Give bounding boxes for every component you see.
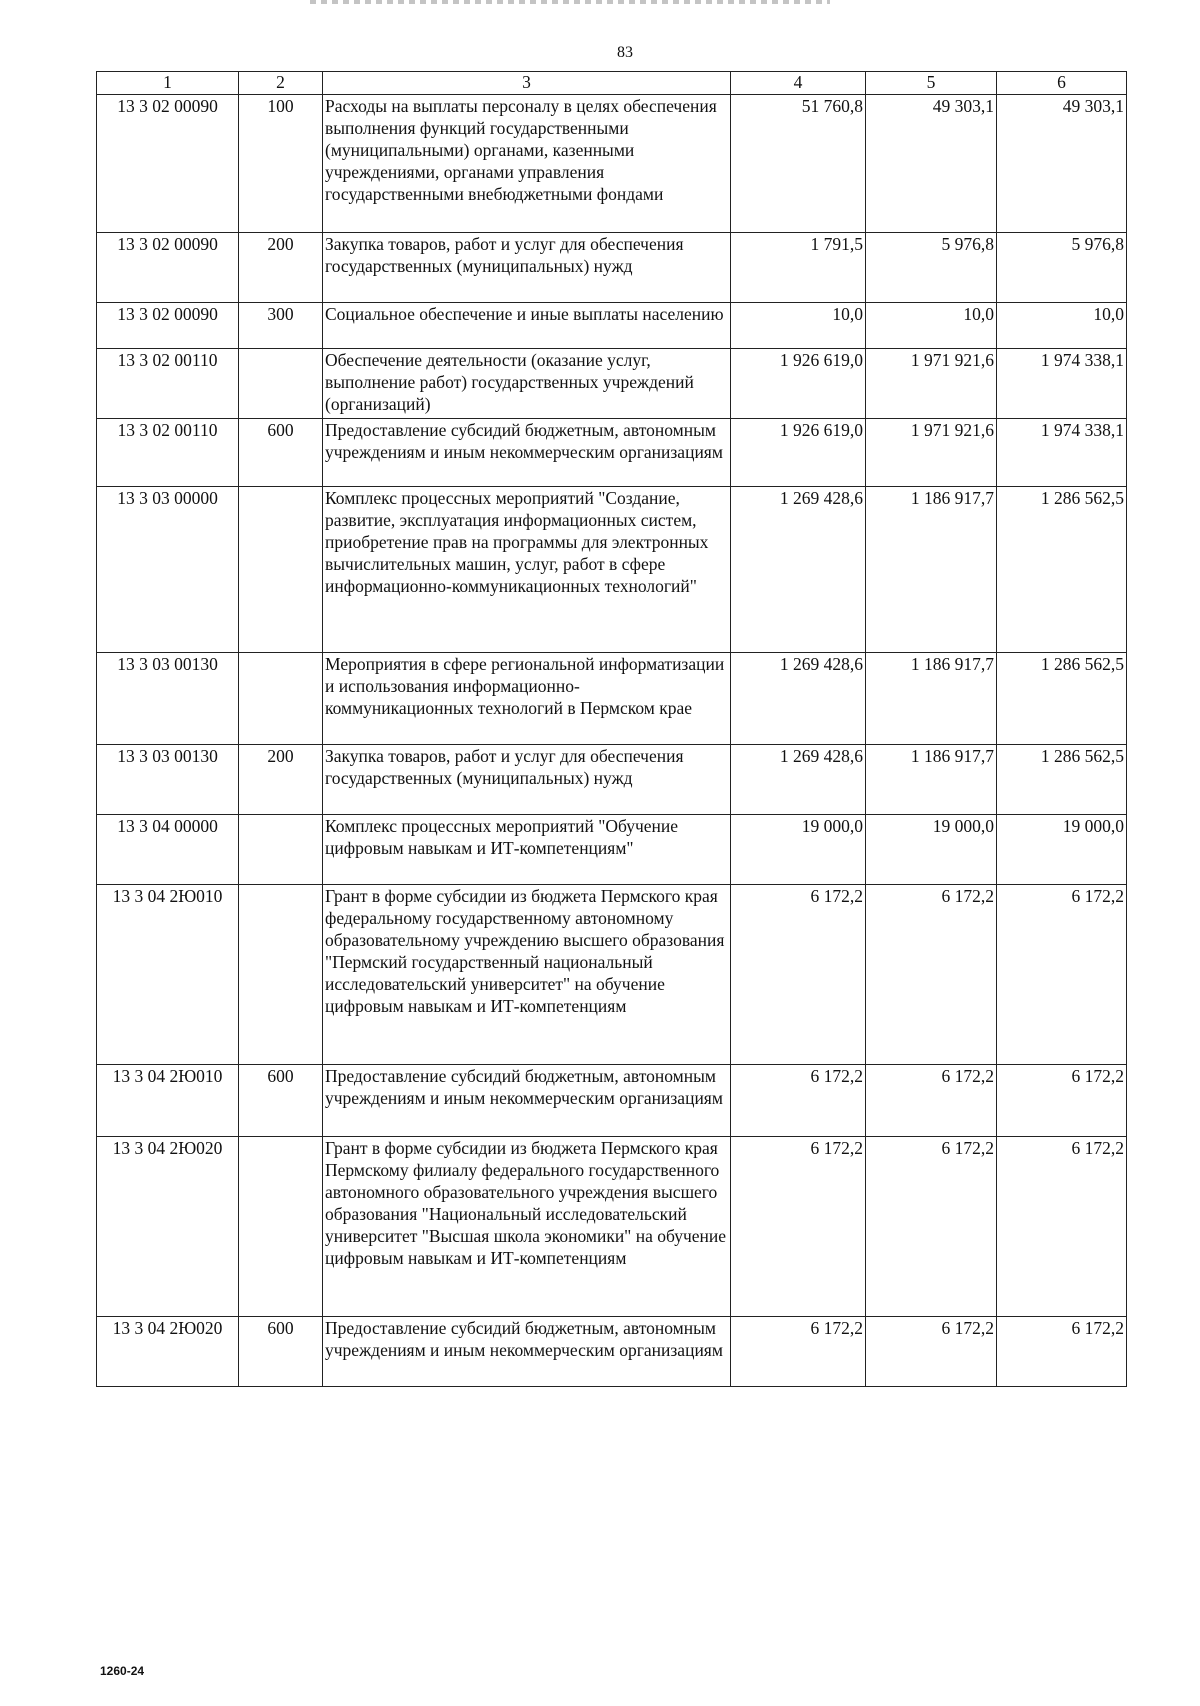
amount-col-4: 1 926 619,0: [731, 349, 866, 419]
expense-type-code: 600: [239, 1317, 323, 1387]
target-article-code: 13 3 04 2Ю020: [97, 1317, 239, 1387]
amount-col-5: 19 000,0: [866, 815, 997, 885]
item-name: Обеспечение деятельности (оказание услуг, выполнение работ) государственных учреждений (организаций): [323, 349, 731, 419]
table-row: [97, 653, 1127, 745]
table-row: [97, 349, 1127, 419]
amount-col-4: 51 760,8: [731, 95, 866, 233]
amount-col-5: 49 303,1: [866, 95, 997, 233]
amount-col-4: 19 000,0: [731, 815, 866, 885]
column-header: 3: [323, 72, 731, 95]
amount-col-4: 1 269 428,6: [731, 653, 866, 745]
table-row: [97, 233, 1127, 303]
target-article-code: 13 3 02 00110: [97, 419, 239, 487]
table-row: [97, 815, 1127, 885]
target-article-code: 13 3 02 00090: [97, 95, 239, 233]
expense-type-code: 200: [239, 745, 323, 815]
amount-col-5: 1 971 921,6: [866, 419, 997, 487]
amount-col-4: 6 172,2: [731, 885, 866, 1065]
item-name: Расходы на выплаты персоналу в целях обеспечения выполнения функций государственными (муниципальными) органами, казенными учреждениями, органами управления государственными внебюджетными фондами: [323, 95, 731, 233]
target-article-code: 13 3 04 2Ю010: [97, 1065, 239, 1137]
expense-type-code: [239, 349, 323, 419]
item-name: Предоставление субсидий бюджетным, автономным учреждениям и иным некоммерческим организациям: [323, 1317, 731, 1387]
target-article-code: 13 3 02 00110: [97, 349, 239, 419]
amount-col-4: 10,0: [731, 303, 866, 349]
table-row: [97, 419, 1127, 487]
table-row: [97, 1137, 1127, 1317]
document-code: 1260-24: [100, 1664, 145, 1678]
target-article-code: 13 3 04 2Ю010: [97, 885, 239, 1065]
amount-col-6: 49 303,1: [997, 95, 1127, 233]
expense-type-code: [239, 653, 323, 745]
target-article-code: 13 3 02 00090: [97, 303, 239, 349]
amount-col-6: 1 974 338,1: [997, 349, 1127, 419]
target-article-code: 13 3 04 2Ю020: [97, 1137, 239, 1317]
expense-type-code: 200: [239, 233, 323, 303]
expense-type-code: [239, 1137, 323, 1317]
scan-artifact-strip: [310, 0, 830, 4]
item-name: Закупка товаров, работ и услуг для обеспечения государственных (муниципальных) нужд: [323, 233, 731, 303]
expense-type-code: 100: [239, 95, 323, 233]
table-row: [97, 487, 1127, 653]
expense-type-code: 600: [239, 419, 323, 487]
column-header: 1: [97, 72, 239, 95]
target-article-code: 13 3 03 00130: [97, 745, 239, 815]
column-header: 6: [997, 72, 1127, 95]
column-header: 4: [731, 72, 866, 95]
amount-col-6: 6 172,2: [997, 885, 1127, 1065]
amount-col-5: 6 172,2: [866, 1137, 997, 1317]
amount-col-4: 6 172,2: [731, 1317, 866, 1387]
amount-col-6: 10,0: [997, 303, 1127, 349]
amount-col-5: 5 976,8: [866, 233, 997, 303]
item-name: Грант в форме субсидии из бюджета Пермского края Пермскому филиалу федерального государственного автономного образовательного учреждения высшего образования "Национальный исследовательский университет "Высшая школа экономики" на обучение цифровым навыкам и ИТ-компетенциям: [323, 1137, 731, 1317]
item-name: Грант в форме субсидии из бюджета Пермского края федеральному государственному автономному образовательному учреждению высшего образования "Пермский государственный национальный исследовательский университет" на обучение цифровым навыкам и ИТ-компетенциям: [323, 885, 731, 1065]
amount-col-5: 6 172,2: [866, 1317, 997, 1387]
table-row: [97, 303, 1127, 349]
expense-type-code: 300: [239, 303, 323, 349]
target-article-code: 13 3 02 00090: [97, 233, 239, 303]
amount-col-5: 1 186 917,7: [866, 653, 997, 745]
amount-col-4: 1 269 428,6: [731, 745, 866, 815]
budget-table: [96, 71, 1127, 1387]
table-row: [97, 1317, 1127, 1387]
item-name: Предоставление субсидий бюджетным, автономным учреждениям и иным некоммерческим организациям: [323, 419, 731, 487]
target-article-code: 13 3 03 00130: [97, 653, 239, 745]
amount-col-5: 1 971 921,6: [866, 349, 997, 419]
amount-col-6: 1 286 562,5: [997, 653, 1127, 745]
item-name: Комплекс процессных мероприятий "Создание, развитие, эксплуатация информационных систем, приобретение прав на программы для электронных вычислительных машин, услуг, работ в сфере информационно-коммуникационных технологий": [323, 487, 731, 653]
amount-col-5: 1 186 917,7: [866, 745, 997, 815]
amount-col-6: 1 974 338,1: [997, 419, 1127, 487]
amount-col-6: 6 172,2: [997, 1137, 1127, 1317]
item-name: Комплекс процессных мероприятий "Обучение цифровым навыкам и ИТ-компетенциям": [323, 815, 731, 885]
table-row: [97, 885, 1127, 1065]
expense-type-code: [239, 885, 323, 1065]
amount-col-6: 6 172,2: [997, 1065, 1127, 1137]
table-row: [97, 95, 1127, 233]
amount-col-5: 6 172,2: [866, 885, 997, 1065]
amount-col-6: 1 286 562,5: [997, 745, 1127, 815]
expense-type-code: [239, 815, 323, 885]
amount-col-4: 1 791,5: [731, 233, 866, 303]
target-article-code: 13 3 04 00000: [97, 815, 239, 885]
amount-col-5: 1 186 917,7: [866, 487, 997, 653]
amount-col-6: 5 976,8: [997, 233, 1127, 303]
table-row: [97, 745, 1127, 815]
amount-col-5: 10,0: [866, 303, 997, 349]
item-name: Мероприятия в сфере региональной информатизации и использования информационно-коммуникационных технологий в Пермском крае: [323, 653, 731, 745]
item-name: Закупка товаров, работ и услуг для обеспечения государственных (муниципальных) нужд: [323, 745, 731, 815]
column-header: 2: [239, 72, 323, 95]
amount-col-4: 1 269 428,6: [731, 487, 866, 653]
amount-col-4: 1 926 619,0: [731, 419, 866, 487]
target-article-code: 13 3 03 00000: [97, 487, 239, 653]
amount-col-5: 6 172,2: [866, 1065, 997, 1137]
amount-col-4: 6 172,2: [731, 1137, 866, 1317]
expense-type-code: 600: [239, 1065, 323, 1137]
expense-type-code: [239, 487, 323, 653]
amount-col-6: 19 000,0: [997, 815, 1127, 885]
item-name: Предоставление субсидий бюджетным, автономным учреждениям и иным некоммерческим организациям: [323, 1065, 731, 1137]
amount-col-6: 1 286 562,5: [997, 487, 1127, 653]
table-row: [97, 1065, 1127, 1137]
item-name: Социальное обеспечение и иные выплаты населению: [323, 303, 731, 349]
amount-col-4: 6 172,2: [731, 1065, 866, 1137]
header-row: [97, 72, 1127, 95]
column-header: 5: [866, 72, 997, 95]
amount-col-6: 6 172,2: [997, 1317, 1127, 1387]
page-number: 83: [617, 44, 633, 61]
